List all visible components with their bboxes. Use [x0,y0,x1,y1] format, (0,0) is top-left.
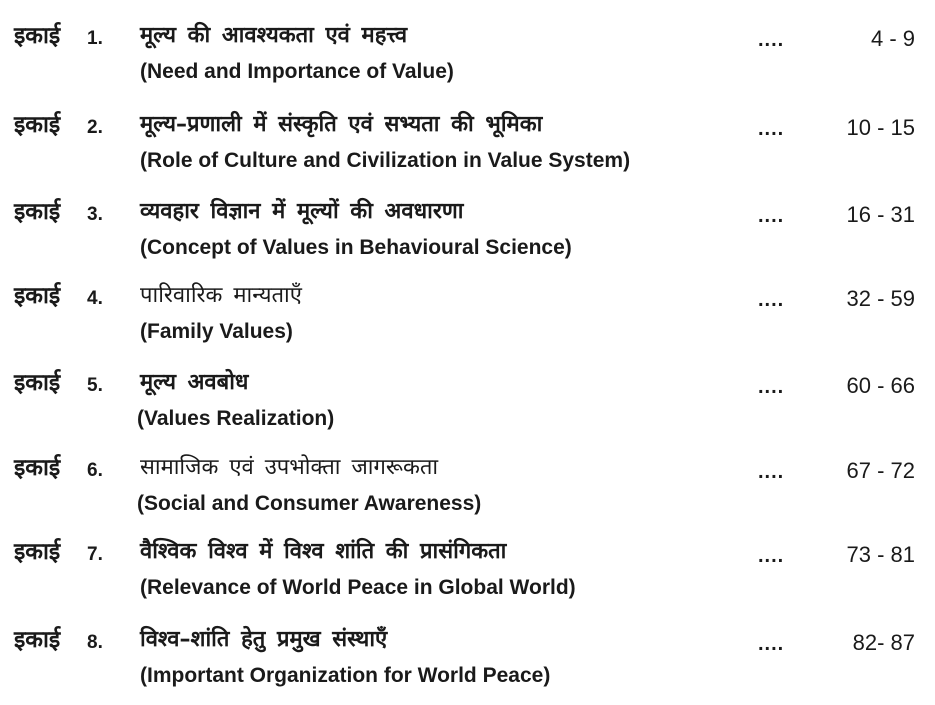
unit-label: इकाई [14,112,61,138]
unit-label: इकाई [14,370,61,396]
unit-number: 7. [87,544,103,565]
unit-title-english: (Relevance of World Peace in Global World) [140,576,576,599]
dot-leader: .... [758,29,785,51]
dot-leader: .... [758,461,785,483]
page-range: 32 - 59 [846,286,915,311]
toc-entry-3 [0,197,935,277]
unit-label: इकाई [14,627,61,653]
dot-leader: .... [758,118,785,140]
dot-leader: .... [758,205,785,227]
unit-title-hindi: मूल्य की आवश्यकता एवं महत्त्व [140,23,408,48]
unit-number: 8. [87,632,103,653]
toc-entry-4 [0,281,935,361]
unit-title-english: (Values Realization) [137,407,335,430]
toc-entry-8 [0,625,935,705]
unit-number: 2. [87,117,103,138]
unit-title-hindi: मूल्य अवबोध [140,370,249,395]
unit-title-hindi: विश्व–शांति हेतु प्रमुख संस्थाएँ [140,627,388,652]
unit-label: इकाई [14,539,61,565]
unit-number: 3. [87,204,103,225]
dot-leader: .... [758,633,785,655]
toc-entry-7 [0,537,935,617]
unit-title-english: (Role of Culture and Civilization in Value System) [140,149,631,172]
unit-label: इकाई [14,455,61,481]
toc-entry-6 [0,453,935,533]
unit-title-english: (Important Organization for World Peace) [140,664,551,687]
unit-title-english: (Concept of Values in Behavioural Science) [140,236,572,259]
unit-title-hindi: सामाजिक एवं उपभोक्ता जागरूकता [140,455,439,480]
unit-title-hindi: वैश्विक विश्व में विश्व शांति की प्रासंगिकता [140,539,507,564]
unit-label: इकाई [14,23,61,49]
unit-number: 5. [87,375,103,396]
unit-title-hindi: व्यवहार विज्ञान में मूल्यों की अवधारणा [140,199,464,224]
unit-label: इकाई [14,283,61,309]
unit-number: 6. [87,460,103,481]
page-range: 10 - 15 [846,115,915,140]
unit-label: इकाई [14,199,61,225]
unit-number: 1. [87,28,103,49]
page-range: 4 - 9 [870,26,915,51]
dot-leader: .... [758,376,785,398]
unit-title-english: (Need and Importance of Value) [140,60,454,83]
page-range: 73 - 81 [846,542,915,567]
page-range: 67 - 72 [846,458,915,483]
toc-entry-2 [0,110,935,190]
page-range: 60 - 66 [846,373,915,398]
toc-entry-1 [0,21,935,101]
unit-title-hindi: मूल्य–प्रणाली में संस्कृति एवं सभ्यता की भूमिका [140,112,543,137]
page-range: 82- 87 [852,630,915,655]
dot-leader: .... [758,289,785,311]
unit-number: 4. [87,288,103,309]
page-range: 16 - 31 [846,202,915,227]
toc-entry-5 [0,368,935,448]
unit-title-hindi: पारिवारिक मान्यताएँ [140,283,302,308]
dot-leader: .... [758,545,785,567]
unit-title-english: (Social and Consumer Awareness) [137,492,482,515]
unit-title-english: (Family Values) [140,320,293,343]
